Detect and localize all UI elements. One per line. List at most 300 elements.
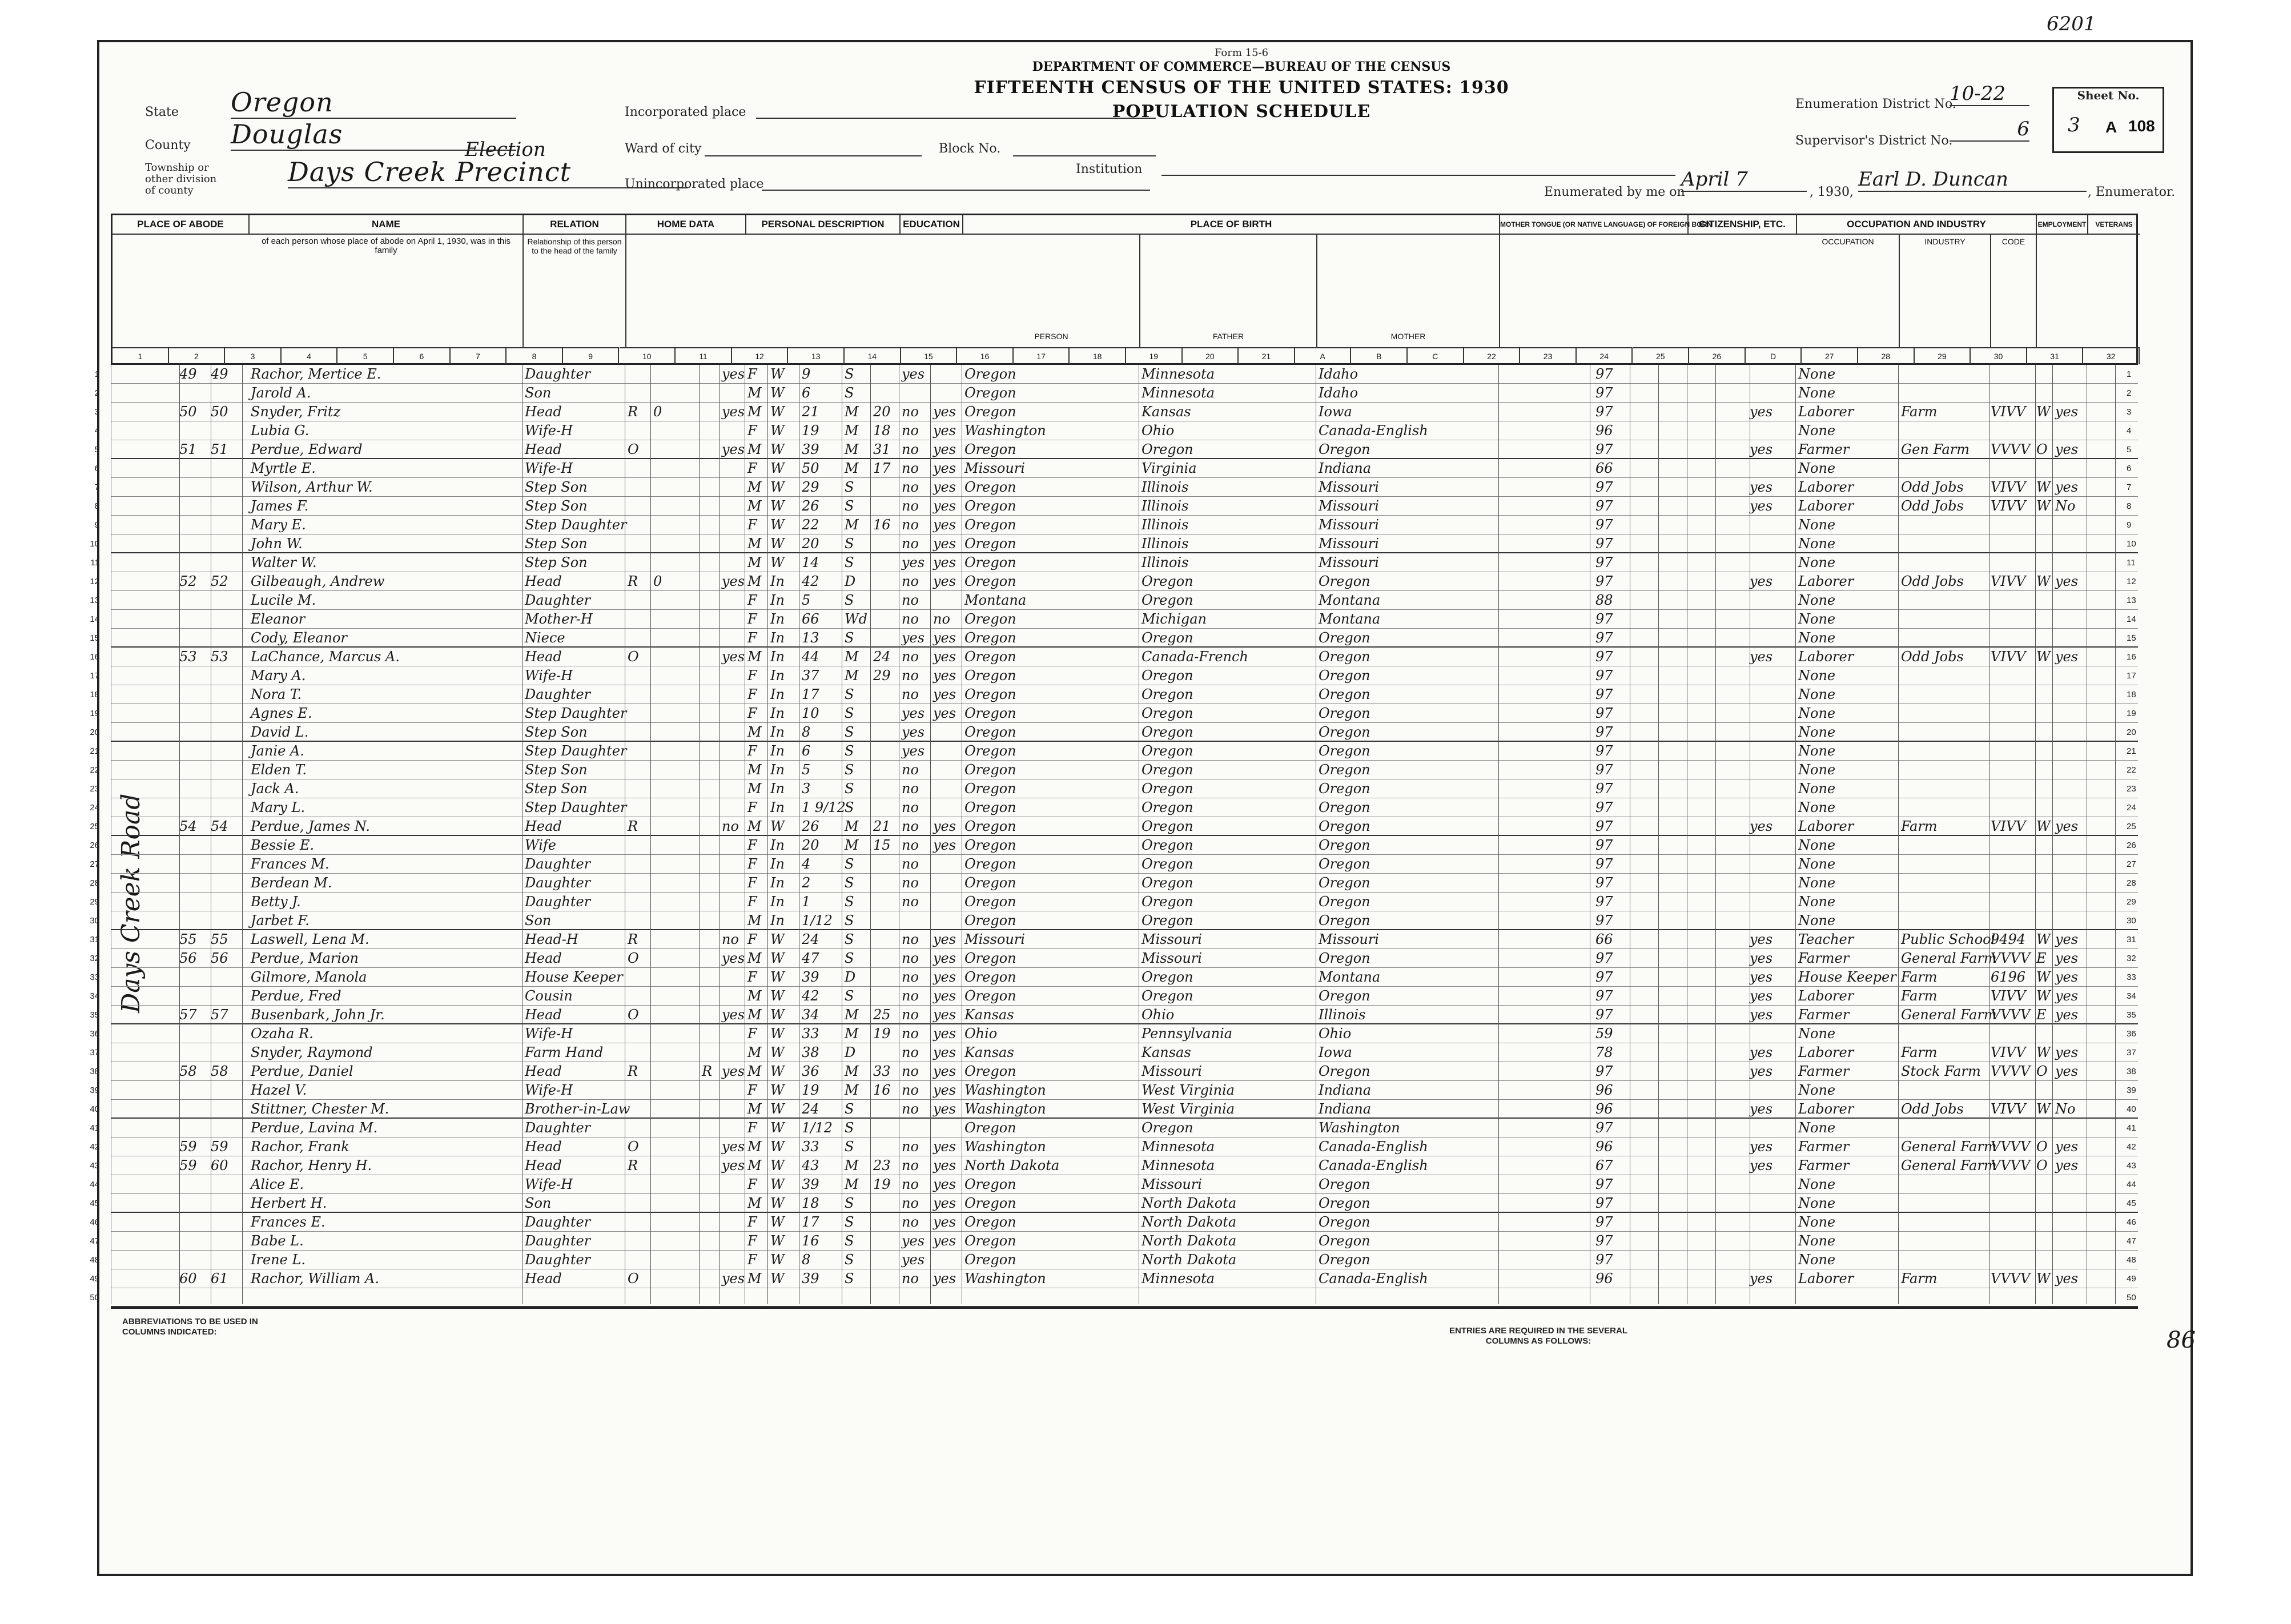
cell-occ: Laborer <box>1798 988 1854 1004</box>
cell-age: 33 <box>802 1026 819 1042</box>
cell-line-right: 22 <box>2127 765 2136 775</box>
cell-own <box>628 836 650 855</box>
cell-read: yes <box>933 1101 956 1117</box>
cell-bf: Oregon <box>1142 573 1193 589</box>
cell-rel: Step Son <box>525 724 588 740</box>
cell-line-right: 44 <box>2127 1180 2136 1189</box>
cell-name: LaChance, Marcus A. <box>251 649 400 665</box>
cell-line-right: 4 <box>2127 426 2132 436</box>
cell-bm: Oregon <box>1319 818 1370 834</box>
cell-am: 24 <box>873 649 891 665</box>
corner-mark: 6201 <box>2047 13 2096 35</box>
cell-fam <box>211 497 242 516</box>
cell-radio <box>702 365 719 384</box>
cell-race: W <box>770 1082 785 1098</box>
cell-own: R <box>628 818 638 834</box>
cell-ocode <box>1991 1175 2034 1194</box>
cell-am <box>873 798 899 817</box>
cell-sch: no <box>902 404 919 420</box>
grid-line <box>179 365 180 1304</box>
enum-district-value: 10-22 <box>1950 82 2029 106</box>
cell-occ: None <box>1798 913 1836 928</box>
cell-ocode <box>1991 723 2034 742</box>
cell-sch: no <box>902 498 919 514</box>
cell-line-right: 35 <box>2127 1010 2136 1020</box>
cell-ind <box>1901 836 1989 855</box>
cell-val <box>653 384 699 403</box>
cell-rel: Son <box>525 385 552 401</box>
cell-fam <box>211 704 242 723</box>
cell-val <box>653 1024 699 1043</box>
cell-read: yes <box>933 479 956 495</box>
cell-radio <box>702 516 719 534</box>
cell-ms: S <box>845 1233 854 1249</box>
cell-radio <box>702 1232 719 1251</box>
cell-ind: General Farm <box>1901 1157 1997 1173</box>
cell-farm: no <box>722 931 739 947</box>
cell-read: yes <box>933 1195 956 1211</box>
cell-line: 24 <box>90 803 99 813</box>
cell-bp: Oregon <box>964 818 1016 834</box>
cell-race: W <box>770 1120 785 1136</box>
cell-val <box>653 591 699 610</box>
cell-age: 8 <box>802 1252 811 1268</box>
cell-emp: No <box>2055 498 2076 514</box>
cell-fam <box>211 459 242 478</box>
cell-race: W <box>770 1233 785 1249</box>
table-row <box>90 1081 2138 1100</box>
cell-sch: no <box>902 1157 919 1173</box>
cell-line-right: 36 <box>2127 1029 2136 1039</box>
cell-line-right: 12 <box>2127 577 2136 586</box>
cell-read: yes <box>933 1082 956 1098</box>
cell-ocode <box>1991 1232 2034 1251</box>
cell-age: 19 <box>802 423 819 439</box>
cell-ind: Farm <box>1901 818 1938 834</box>
cell-bp: Oregon <box>964 611 1016 627</box>
cell-bp: Oregon <box>964 536 1016 552</box>
cell-line: 49 <box>90 1274 99 1284</box>
cell-ms: S <box>845 913 854 928</box>
cell-bm: Idaho <box>1319 385 1358 401</box>
cell-fam: 50 <box>211 404 228 420</box>
sheet-label: Sheet No. <box>2077 89 2140 102</box>
cell-line: 29 <box>90 897 99 907</box>
cell-sch: no <box>902 781 919 797</box>
county-value: Douglas <box>231 119 516 151</box>
cell-fam: 57 <box>211 1007 228 1023</box>
cell-name: Rachor, Henry H. <box>251 1157 372 1173</box>
cell-occ: Laborer <box>1798 1044 1854 1060</box>
cell-rel: Farm Hand <box>525 1044 604 1060</box>
cell-cit <box>1750 761 1790 779</box>
cell-ind: Public School <box>1901 931 1996 947</box>
cell-bf: Oregon <box>1142 894 1193 910</box>
cell-radio <box>702 761 719 779</box>
cell-am <box>873 685 899 704</box>
cell-sch: no <box>902 611 919 627</box>
cell-bp: Washington <box>964 423 1046 439</box>
cell-own <box>628 1175 650 1194</box>
cell-line-right: 3 <box>2127 407 2132 417</box>
cell-ms: S <box>845 630 854 646</box>
cell-code: 97 <box>1595 554 1613 570</box>
cell-rel: Brother-in-Law <box>525 1101 630 1117</box>
cell-code: 97 <box>1595 781 1613 797</box>
cell-bf: Kansas <box>1142 404 1191 420</box>
cell-occ: None <box>1798 536 1836 552</box>
cell-code: 97 <box>1595 573 1613 589</box>
enumerator-label: , Enumerator. <box>2088 185 2176 199</box>
cell-occ <box>1798 1288 1898 1307</box>
cell-ind: Gen Farm <box>1901 441 1970 457</box>
grid-line <box>699 365 700 1304</box>
cell-ind <box>1901 534 1989 553</box>
cell-ind <box>1901 459 1989 478</box>
ward-label: Ward of city <box>625 142 702 156</box>
cell-sex: F <box>747 1026 757 1042</box>
cell-cw <box>2036 1175 2053 1194</box>
cell-val <box>653 779 699 798</box>
cell-name: Stittner, Chester M. <box>251 1101 389 1117</box>
cell-am <box>873 1137 899 1156</box>
cell-bp: Oregon <box>964 404 1016 420</box>
cell-race: W <box>770 1271 785 1287</box>
cell-ocode <box>1991 685 2034 704</box>
cell-ms: S <box>845 385 854 401</box>
cell-val <box>653 1043 699 1062</box>
cell-bm: Montana <box>1319 611 1381 627</box>
cell-read: yes <box>933 950 956 966</box>
cell-rel: Step Son <box>525 479 588 495</box>
abbreviations-title: ABBREVIATIONS TO BE USED IN COLUMNS INDICATED: <box>122 1317 258 1337</box>
cell-fam <box>211 742 242 761</box>
cell-emp <box>2055 874 2087 893</box>
cell-bm: Indiana <box>1319 460 1372 476</box>
cell-cit: yes <box>1750 1044 1773 1060</box>
cell-dw <box>179 421 208 440</box>
column-number: 27 <box>1802 347 1858 364</box>
cell-ocode <box>1991 742 2034 761</box>
cell-cw <box>2036 516 2053 534</box>
cell-sex: F <box>747 1233 757 1249</box>
cell-farm: yes <box>722 573 745 589</box>
cell-line-right: 48 <box>2127 1255 2136 1265</box>
cell-fam <box>211 855 242 874</box>
cell-ind <box>1901 855 1989 874</box>
cell-val <box>653 610 699 629</box>
cell-bp: Oregon <box>964 1063 1016 1079</box>
cell-sch <box>902 911 930 930</box>
cell-bf: Oregon <box>1142 592 1193 608</box>
cell-own <box>628 968 650 987</box>
cell-emp: yes <box>2055 1007 2079 1023</box>
cell-sex: F <box>747 931 757 947</box>
cell-cw: W <box>2036 1101 2051 1117</box>
cell-sch: no <box>902 1214 919 1230</box>
cell-fam <box>211 1024 242 1043</box>
cell-rel: Step Daughter <box>525 705 627 721</box>
cell-own: R <box>628 404 638 420</box>
cell-am <box>873 629 899 648</box>
cell-line: 36 <box>90 1029 99 1039</box>
cell-age: 26 <box>802 498 819 514</box>
cell-dw: 52 <box>179 573 197 589</box>
cell-rel: Head <box>525 649 562 665</box>
cell-cit <box>1750 798 1790 817</box>
cell-rel: Daughter <box>525 875 591 891</box>
cell-name: Gilbeaugh, Andrew <box>251 573 385 589</box>
cell-line: 10 <box>90 539 99 549</box>
cell-cw: W <box>2036 498 2051 514</box>
cell-am <box>873 874 899 893</box>
cell-sch: no <box>902 573 919 589</box>
column-number: 19 <box>1126 347 1183 364</box>
cell-ind <box>1901 1119 1989 1137</box>
cell-code: 88 <box>1595 592 1613 608</box>
cell-cw <box>2036 723 2053 742</box>
cell-sch: no <box>902 894 919 910</box>
cell-bp: Oregon <box>964 1214 1016 1230</box>
cell-bp: Oregon <box>964 875 1016 891</box>
cell-line-right: 23 <box>2127 784 2136 794</box>
cell-bm: Oregon <box>1319 1252 1370 1268</box>
cell-bm: Montana <box>1319 592 1381 608</box>
cell-ind: Odd Jobs <box>1901 573 1964 589</box>
institution-label: Institution <box>1076 162 1143 176</box>
column-number: 12 <box>732 347 789 364</box>
cell-line: 16 <box>90 652 99 662</box>
cell-sex: M <box>747 554 762 570</box>
cell-ocode: VIVV <box>1991 1101 2026 1117</box>
cell-read <box>933 893 962 911</box>
cell-bm: Oregon <box>1319 856 1370 872</box>
cell-code: 97 <box>1595 818 1613 834</box>
cell-race: W <box>770 554 785 570</box>
cell-bm: Montana <box>1319 969 1381 985</box>
cell-ms: M <box>845 1007 859 1023</box>
table-row <box>90 798 2138 817</box>
cell-race: W <box>770 1063 785 1079</box>
cell-bf: Minnesota <box>1142 385 1215 401</box>
stamp-number: 108 <box>2128 117 2155 135</box>
cell-sch: yes <box>902 1252 925 1268</box>
cell-radio <box>702 1100 719 1119</box>
cell-bp: North Dakota <box>964 1157 1060 1173</box>
cell-ms: S <box>845 554 854 570</box>
cell-val <box>653 1156 699 1175</box>
cell-line-right: 10 <box>2127 539 2136 549</box>
cell-name: Snyder, Raymond <box>251 1044 373 1060</box>
cell-fam <box>211 911 242 930</box>
cell-cit: yes <box>1750 1157 1773 1173</box>
cell-dw <box>179 610 208 629</box>
supervisor-value: 6 <box>1950 118 2029 142</box>
cell-age: 47 <box>802 950 819 966</box>
cell-code: 67 <box>1595 1157 1613 1173</box>
cell-race: In <box>770 630 785 646</box>
cell-ind <box>1901 1251 1989 1269</box>
cell-am <box>873 478 899 497</box>
cell-cit <box>1750 666 1790 685</box>
cell-bp: Oregon <box>964 385 1016 401</box>
cell-line-right: 25 <box>2127 822 2136 831</box>
cell-radio <box>702 1213 719 1232</box>
cell-fam: 51 <box>211 441 228 457</box>
cell-radio <box>702 1119 719 1137</box>
cell-occ: Farmer <box>1798 1157 1850 1173</box>
grid-line <box>1715 365 1716 1304</box>
cell-sex: F <box>747 894 757 910</box>
cell-radio <box>702 403 719 421</box>
cell-ind: Farm <box>1901 404 1938 420</box>
cell-cw <box>2036 553 2053 572</box>
cell-ocode <box>1991 704 2034 723</box>
grid-line <box>242 365 243 1304</box>
cell-name: Gilmore, Manola <box>251 969 367 985</box>
cell-bf: Oregon <box>1142 724 1193 740</box>
cell-race: W <box>770 1007 785 1023</box>
cell-name: Betty J. <box>251 894 301 910</box>
grid-line <box>1795 365 1796 1304</box>
column-number: 32 <box>2083 347 2140 364</box>
cell-bp: Montana <box>964 592 1027 608</box>
cell-code: 97 <box>1595 894 1613 910</box>
cell-code: 97 <box>1595 517 1613 533</box>
cell-emp: yes <box>2055 1044 2079 1060</box>
cell-ms: S <box>845 498 854 514</box>
cell-sch: no <box>902 1195 919 1211</box>
cell-own <box>628 610 650 629</box>
cell-farm: yes <box>722 1007 745 1023</box>
cell-cit: yes <box>1750 818 1773 834</box>
table-row <box>90 817 2138 836</box>
cell-read: yes <box>933 837 956 853</box>
cell-bf: Illinois <box>1142 554 1189 570</box>
cell-code: 97 <box>1595 385 1613 401</box>
cell-am <box>873 572 899 591</box>
census-sheet <box>90 13 2196 1576</box>
cell-ocode <box>1991 761 2034 779</box>
cell-occ: None <box>1798 856 1836 872</box>
cell-cw: W <box>2036 988 2051 1004</box>
cell-read: yes <box>933 818 956 834</box>
grid-line <box>870 365 871 1304</box>
cell-ms: S <box>845 781 854 797</box>
cell-age: 17 <box>802 686 819 702</box>
cell-race: In <box>770 724 785 740</box>
cell-occ: Laborer <box>1798 649 1854 665</box>
cell-val <box>653 685 699 704</box>
cell-name: Mary E. <box>251 517 306 533</box>
cell-sex: M <box>747 441 762 457</box>
cell-sex: F <box>747 705 757 721</box>
cell-emp <box>2055 723 2087 742</box>
group-relation: RELATION <box>524 215 626 235</box>
cell-code: 97 <box>1595 1195 1613 1211</box>
cell-ind <box>1901 610 1989 629</box>
cell-bf: Oregon <box>1142 856 1193 872</box>
cell-own <box>628 1024 650 1043</box>
column-number: 15 <box>901 347 958 364</box>
grid-line <box>1989 365 1990 1304</box>
cell-bf: Oregon <box>1142 781 1193 797</box>
cell-rel: Head <box>525 1139 562 1155</box>
table-row <box>90 893 2138 911</box>
cell-val <box>653 949 699 968</box>
cell-line: 12 <box>90 577 99 586</box>
cell-cit <box>1750 893 1790 911</box>
cell-ocode: 9494 <box>1991 931 2026 947</box>
cell-cit: yes <box>1750 1101 1773 1117</box>
cell-ms: S <box>845 724 854 740</box>
cell-cit <box>1750 629 1790 648</box>
cell-emp <box>2055 761 2087 779</box>
cell-age: 44 <box>802 649 819 665</box>
cell-sch: no <box>902 1026 919 1042</box>
cell-sex: F <box>747 668 757 684</box>
cell-age: 20 <box>802 837 819 853</box>
cell-code: 97 <box>1595 969 1613 985</box>
cell-bf: Minnesota <box>1142 366 1215 382</box>
cell-code: 97 <box>1595 950 1613 966</box>
cell-bf: Canada-French <box>1142 649 1248 665</box>
cell-race: W <box>770 1195 785 1211</box>
cell-farm <box>722 874 745 893</box>
table-row <box>90 1024 2138 1043</box>
cell-occ: None <box>1798 799 1836 815</box>
cell-bp: Oregon <box>964 950 1016 966</box>
cell-ind: Odd Jobs <box>1901 1101 1964 1117</box>
cell-name: Walter W. <box>251 554 317 570</box>
cell-cit: yes <box>1750 950 1773 966</box>
cell-own <box>628 591 650 610</box>
cell-farm <box>722 1119 745 1137</box>
cell-dw <box>179 516 208 534</box>
cell-cw: W <box>2036 1044 2051 1060</box>
cell-sex: F <box>747 743 757 759</box>
cell-cit <box>1750 911 1790 930</box>
cell-race: In <box>770 611 785 627</box>
column-number: 5 <box>337 347 394 364</box>
cell-val <box>653 761 699 779</box>
cell-line: 34 <box>90 991 99 1001</box>
cell-name <box>251 1288 519 1307</box>
cell-race: In <box>770 705 785 721</box>
cell-farm <box>722 1175 745 1194</box>
column-number: 6 <box>394 347 451 364</box>
cell-bp: Oregon <box>964 1120 1016 1136</box>
cell-dw: 55 <box>179 931 197 947</box>
cell-am <box>873 704 899 723</box>
cell-radio <box>702 534 719 553</box>
cell-am: 17 <box>873 460 891 476</box>
cell-race: W <box>770 517 785 533</box>
cell-line-right: 32 <box>2127 954 2136 963</box>
cell-cit <box>1750 610 1790 629</box>
cell-ind <box>1901 874 1989 893</box>
cell-dw <box>179 685 208 704</box>
cell-sch: yes <box>902 724 925 740</box>
cell-occ: House Keeper <box>1798 969 1896 985</box>
cell-bp: Oregon <box>964 441 1016 457</box>
table-row <box>94 516 2138 534</box>
cell-bf: Illinois <box>1142 479 1189 495</box>
cell-occ: None <box>1798 894 1836 910</box>
group-education: EDUCATION <box>901 215 963 235</box>
cell-ms: D <box>845 573 856 589</box>
table-row <box>90 1062 2138 1081</box>
